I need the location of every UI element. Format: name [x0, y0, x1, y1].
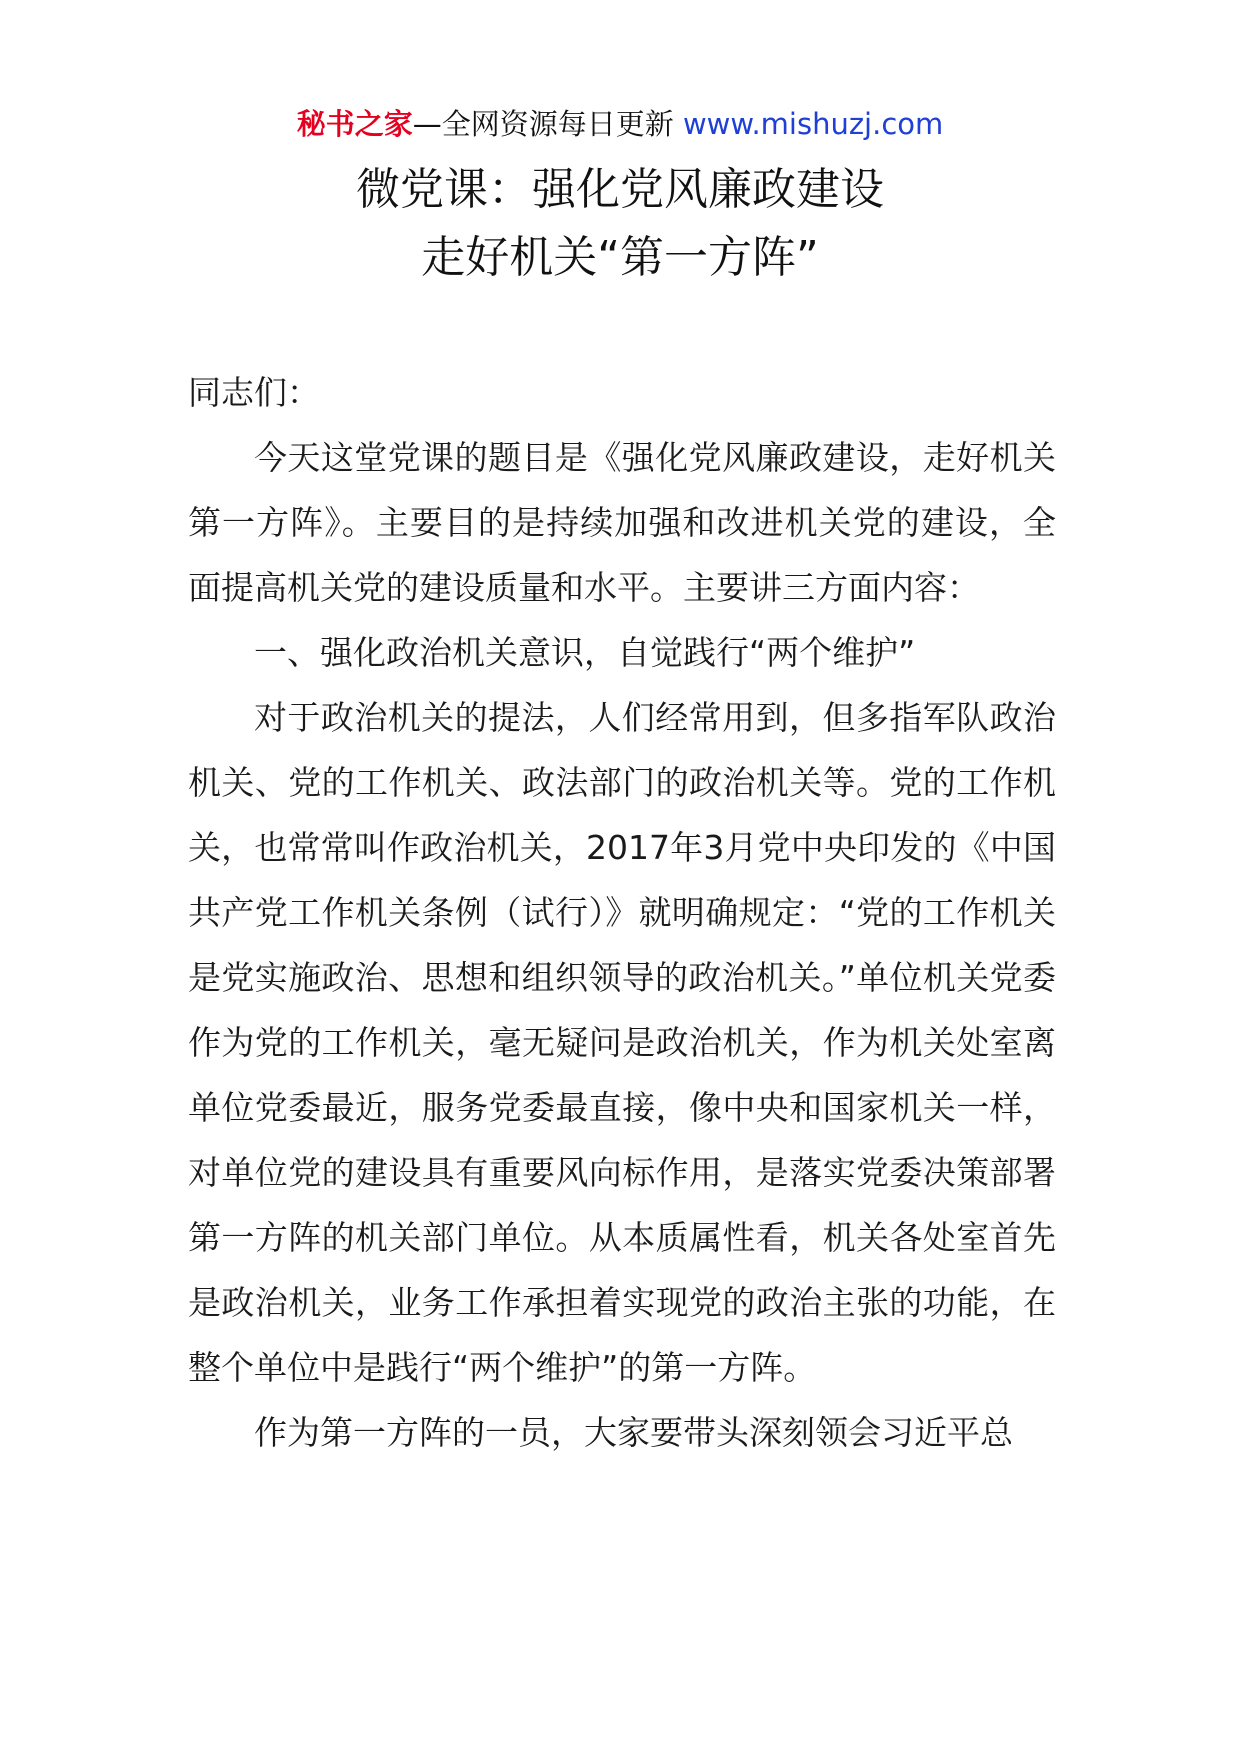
site-url-link[interactable]: www.mishuzj.com	[682, 107, 944, 141]
site-brand: 秘书之家	[296, 107, 413, 141]
site-tagline: —全网资源每日更新	[412, 107, 674, 141]
paragraph-intro: 今天这堂党课的题目是《强化党风廉政建设，走好机关第一方阵》。主要目的是持续加强和改进机关党的建设，全面提高机关党的建设质量和水平。主要讲三方面内容：	[188, 438, 1056, 607]
site-banner	[0, 104, 1240, 144]
section-heading-1: 一、强化政治机关意识，自觉践行“两个维护”	[254, 633, 916, 672]
document-title-line-2: 走好机关“第一方阵”	[421, 232, 819, 283]
salutation: 同志们：	[188, 373, 320, 412]
document-body	[188, 360, 1056, 1465]
paragraph-first-phalanx: 作为第一方阵的一员，大家要带头深刻领会习近平总	[254, 1413, 1013, 1452]
document-title-line-1: 微党课：强化党风廉政建设	[356, 164, 884, 215]
paragraph-political-organ: 对于政治机关的提法，人们经常用到，但多指军队政治机关、党的工作机关、政法部门的政治机关等。党的工作机关，也常常叫作政治机关，2017年3月党中央印发的《中国共产党工作机关条例（试行）》就明确规定：“党的工作机关是党实施政治、思想和组织领导的政治机关。”单位机关党委作为党的工作机关，毫无疑问是政治机关，作为机关处室离单位党委最近，服务党委最直接，像中央和国家机关一样，对单位党的建设具有重要风向标作用，是落实党委决策部署第一方阵的机关部门单位。从本质属性看，机关各处室首先是政治机关，业务工作承担着实现党的政治主张的功能，在整个单位中是践行“两个维护”的第一方阵。	[188, 698, 1056, 1387]
